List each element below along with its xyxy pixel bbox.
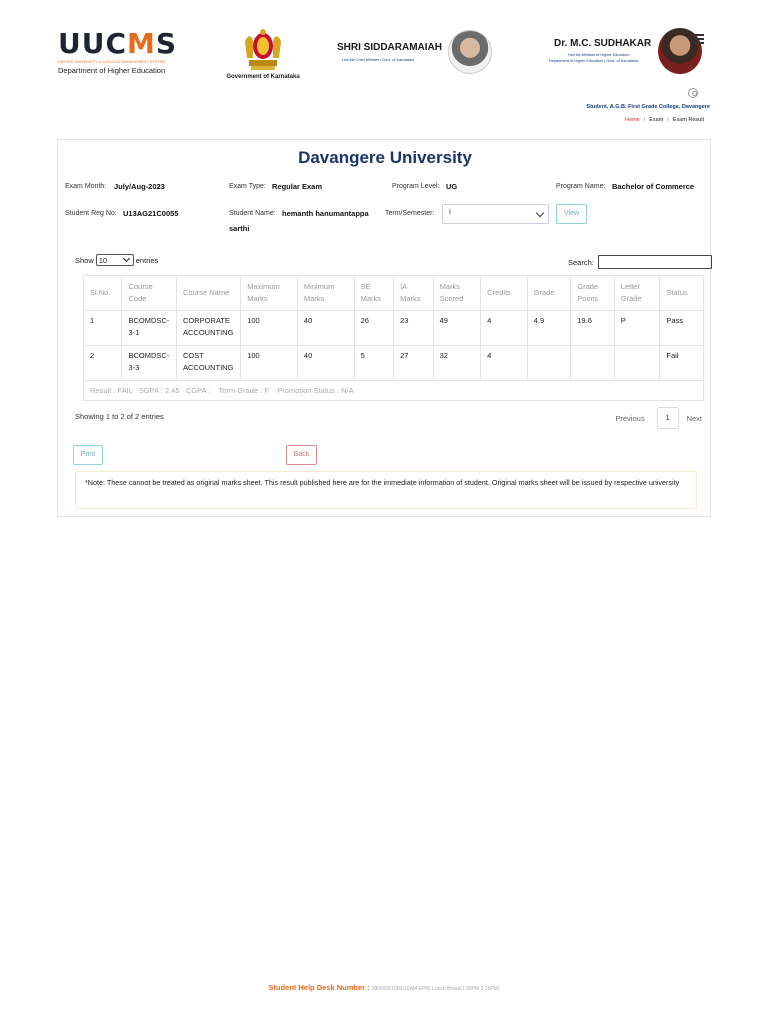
show-label: Show (75, 255, 94, 265)
cell-ia-marks: 23 (394, 311, 433, 346)
cell-ia-marks: 27 (394, 346, 433, 381)
cell-se-marks: 26 (354, 311, 393, 346)
result-table-wrapper (83, 275, 704, 401)
logo-department: Department of Higher Education (58, 66, 166, 75)
col-header[interactable]: IA Marks (394, 276, 433, 311)
chevron-down-icon (536, 209, 544, 217)
cm-name: SHRI SIDDARAMAIAH (337, 42, 442, 53)
term-selected-value: I (449, 209, 451, 216)
emblem-icon (239, 28, 287, 72)
reg-no-label: Student Reg No: (65, 210, 117, 217)
program-name-value: Bachelor of Commerce (612, 182, 695, 191)
cell-letter-grade: P (614, 311, 660, 346)
search-label: Search: (568, 257, 594, 267)
exam-month-value: July/Aug-2023 (114, 182, 165, 191)
user-icon[interactable] (688, 88, 698, 98)
karnataka-emblem (222, 28, 304, 80)
cell-min-marks: 40 (297, 311, 354, 346)
next-page-button[interactable]: Next (686, 413, 702, 423)
table-search (568, 255, 712, 269)
term-label: Term/Semester: (385, 210, 435, 217)
col-header[interactable]: Marks Scored (433, 276, 481, 311)
table-length-control (75, 254, 158, 266)
disclaimer-note: *Note: These cannot be treated as original marks sheet. This result published here are for the immediate information of student. Original marks sheet will be issued by respective university (75, 471, 697, 509)
cell-max-marks: 100 (241, 311, 298, 346)
menu-icon[interactable] (694, 34, 704, 44)
table-header-row (84, 276, 704, 311)
chevron-down-icon (123, 255, 130, 262)
helpdesk-number: 08069261000(10AM-6PM) Lunch Break(1:30PM-2:15PM) (371, 986, 500, 992)
entries-label: entries (135, 255, 159, 265)
cell-marks-scored: 32 (433, 346, 481, 381)
col-header[interactable]: Status (660, 276, 704, 311)
col-header[interactable]: Grade (527, 276, 571, 311)
cm-photo (448, 30, 492, 74)
breadcrumb-exam[interactable]: Exam (649, 117, 664, 123)
cell-sl-no: 1 (84, 311, 122, 346)
pagination (615, 407, 702, 429)
col-header[interactable]: Letter Grade (614, 276, 660, 311)
back-button[interactable]: Back (286, 445, 317, 465)
table-row (84, 346, 704, 381)
cell-grade-points: 19.6 (571, 311, 615, 346)
result-summary-row (84, 381, 704, 401)
chief-minister-banner (334, 30, 494, 76)
col-header[interactable]: Sl.No. (84, 276, 122, 311)
program-level-value: UG (446, 182, 458, 191)
student-name-value: hemanth hanumantappa (282, 209, 369, 218)
cell-course-name: CORPORATE ACCOUNTING (176, 311, 240, 346)
cell-se-marks: 5 (354, 346, 393, 381)
view-button[interactable]: View (556, 204, 587, 224)
cell-letter-grade (614, 346, 660, 381)
student-name-value-cont: sarthi (229, 224, 250, 233)
helpdesk-footer (0, 983, 768, 992)
entries-selected-value: 10 (98, 256, 108, 265)
search-input[interactable] (598, 255, 712, 269)
result-table (83, 275, 704, 401)
logo-wordmark: UUCMS (58, 27, 178, 60)
cell-sl-no: 2 (84, 346, 122, 381)
helpdesk-label: Student Help Desk Number : (268, 983, 370, 992)
breadcrumb-exam-result: Exam Result (672, 117, 704, 123)
exam-type-label: Exam Type: (229, 183, 266, 190)
cm-subtitle: Hon'ble Chief Minister | Govt. of Karnataka (342, 58, 414, 62)
reg-no-value: U13AG21C0055 (123, 209, 179, 218)
cell-course-name: COST ACCOUNTING (176, 346, 240, 381)
cell-course-code: BCOMDSC-3-1 (122, 311, 177, 346)
cell-grade: 4.9 (527, 311, 571, 346)
col-header[interactable]: Grade Points (571, 276, 615, 311)
site-header (0, 0, 768, 135)
col-header[interactable]: SE Marks (354, 276, 393, 311)
cell-status: Fail (660, 346, 704, 381)
cell-grade (527, 346, 571, 381)
college-name: Student, A.G.B. First Grade College, Davangere (586, 104, 710, 110)
minister-name: Dr. M.C. SUDHAKAR (554, 38, 652, 49)
logo-subtitle: UNIFIED UNIVERSITY & COLLEGE MANAGEMENT SYSTEM (58, 60, 166, 64)
page-1-button[interactable]: 1 (657, 407, 679, 429)
col-header[interactable]: Minimum Marks (297, 276, 354, 311)
col-header[interactable]: Course Name (176, 276, 240, 311)
print-button[interactable]: Print (73, 445, 103, 465)
cell-credits: 4 (481, 346, 528, 381)
cell-marks-scored: 49 (433, 311, 481, 346)
exam-result-card (57, 139, 711, 517)
cell-status: Pass (660, 311, 704, 346)
uucms-logo[interactable] (58, 27, 178, 75)
exam-month-label: Exam Month: (65, 183, 107, 190)
table-row (84, 311, 704, 346)
university-title: Davangere University (298, 148, 472, 167)
program-level-label: Program Level: (392, 183, 440, 190)
cell-course-code: BCOMDSC-3-3 (122, 346, 177, 381)
term-select[interactable] (442, 204, 549, 224)
minister-banner (548, 28, 708, 76)
col-header[interactable]: Credits (481, 276, 528, 311)
minister-subtitle-2: Department of Higher Education | Govt. of Karnataka (549, 59, 638, 63)
col-header[interactable]: Maximum Marks (241, 276, 298, 311)
cell-credits: 4 (481, 311, 528, 346)
cell-max-marks: 100 (241, 346, 298, 381)
cell-min-marks: 40 (297, 346, 354, 381)
minister-subtitle-1: Hon'ble Minister of Higher Education (568, 53, 630, 57)
exam-type-value: Regular Exam (272, 182, 323, 191)
emblem-caption: Government of Karnataka (226, 74, 300, 80)
table-info: Showing 1 to 2 of 2 entries (75, 412, 164, 421)
result-summary: Result : FAIL SGPA : 2.45 CGPA : Term Grade : F Promotion Status : N/A (84, 381, 704, 401)
student-name-label: Student Name: (229, 210, 276, 217)
breadcrumb: Home / Exam / Exam Result (625, 117, 704, 123)
entries-select[interactable] (96, 254, 134, 266)
col-header[interactable]: Course Code (122, 276, 177, 311)
previous-page-button[interactable]: Previous (615, 413, 645, 423)
program-name-label: Program Name: (556, 183, 606, 190)
breadcrumb-home[interactable]: Home (625, 117, 640, 123)
cell-grade-points (571, 346, 615, 381)
